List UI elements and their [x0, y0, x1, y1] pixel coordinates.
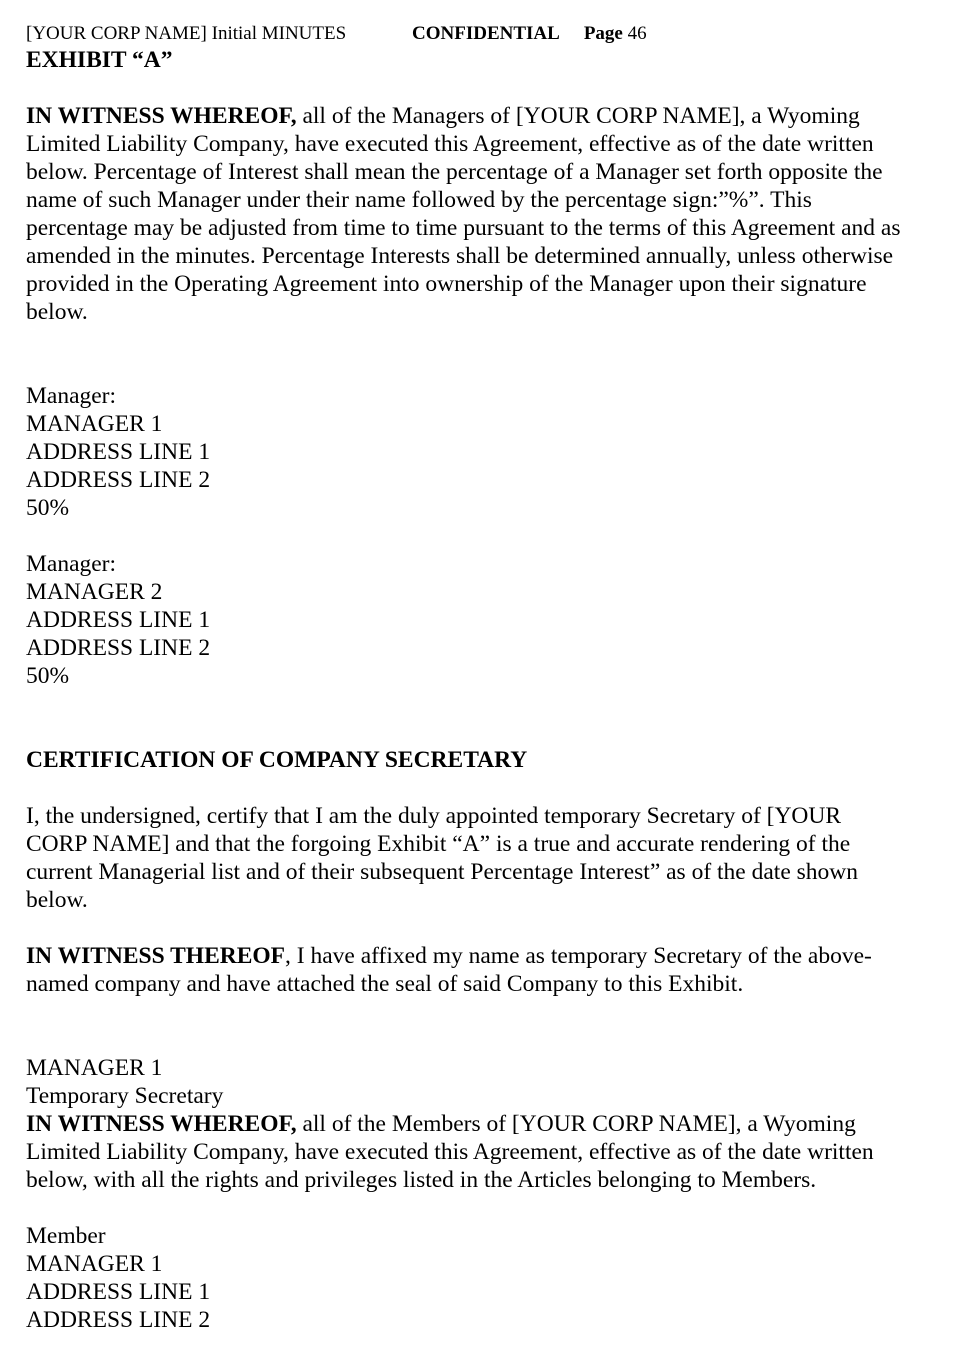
document-body [26, 46, 906, 1334]
manager-address-line-1: ADDRESS LINE 1 [26, 439, 211, 465]
page-header [26, 22, 647, 46]
witness-thereof-lead: IN WITNESS THEREOF [26, 943, 286, 969]
member-label: Member [26, 1223, 106, 1249]
header-page-number: 46 [627, 23, 647, 44]
secretary-signer-title: Temporary Secretary [26, 1083, 224, 1109]
certification-body: I, the undersigned, certify that I am the duly appointed temporary Secretary of [YOUR CORP NAME] and that the forgoing Exhibit “A” is a true and accurate rendering of the current Managerial list and of their subsequent Percentage Interest” as of the date shown below. [26, 803, 858, 913]
member-address-line-1: ADDRESS LINE 1 [26, 1279, 211, 1305]
manager-label: Manager: [26, 551, 117, 577]
witness-thereof-paragraph [26, 942, 906, 998]
witness-managers-paragraph [26, 102, 906, 326]
manager-block-1 [26, 382, 906, 522]
manager-name: MANAGER 2 [26, 579, 163, 605]
secretary-signer-name: MANAGER 1 [26, 1055, 163, 1081]
header-confidential: CONFIDENTIAL [412, 23, 560, 44]
witness-thereof-text: , I have affixed my name as temporary Secretary of the above-named company and have attached the seal of said Company to this Exhibit. [26, 943, 872, 997]
witness-members-paragraph [26, 1110, 906, 1194]
member-address-line-2: ADDRESS LINE 2 [26, 1307, 211, 1333]
certification-title: CERTIFICATION OF COMPANY SECRETARY [26, 747, 528, 773]
manager-address-line-2: ADDRESS LINE 2 [26, 467, 211, 493]
header-page-label: Page [583, 23, 623, 44]
witness-managers-text: all of the Managers of [YOUR CORP NAME], a Wyoming Limited Liability Company, have executed this Agreement, effective as of the date written below. Percentage of Interest shall mean the percentage of a Manager set forth opposite the name of such Manager under their name followed by the percentage sign:”%”. This percentage may be adjusted from time to time pursuant to the terms of this Agreement and as amended in the minutes. Percentage Interests shall be determined annually, unless otherwise provided in the Operating Agreement into ownership of the Manager upon their signature below. [26, 103, 901, 325]
member-block [26, 1222, 906, 1334]
member-name: MANAGER 1 [26, 1251, 163, 1277]
manager-percentage: 50% [26, 495, 70, 521]
manager-address-line-2: ADDRESS LINE 2 [26, 635, 211, 661]
witness-members-text: all of the Members of [YOUR CORP NAME], a Wyoming Limited Liability Company, have executed this Agreement, effective as of the date written below, with all the rights and privileges listed in the Articles belonging to Members. [26, 1111, 874, 1193]
witness-members-lead: IN WITNESS WHEREOF, [26, 1111, 297, 1137]
exhibit-title: EXHIBIT “A” [26, 47, 173, 73]
header-corp-title: [YOUR CORP NAME] Initial MINUTES [26, 23, 347, 44]
manager-label: Manager: [26, 383, 117, 409]
manager-percentage: 50% [26, 663, 70, 689]
manager-address-line-1: ADDRESS LINE 1 [26, 607, 211, 633]
witness-managers-lead: IN WITNESS WHEREOF, [26, 103, 297, 129]
manager-block-2 [26, 550, 906, 690]
manager-name: MANAGER 1 [26, 411, 163, 437]
